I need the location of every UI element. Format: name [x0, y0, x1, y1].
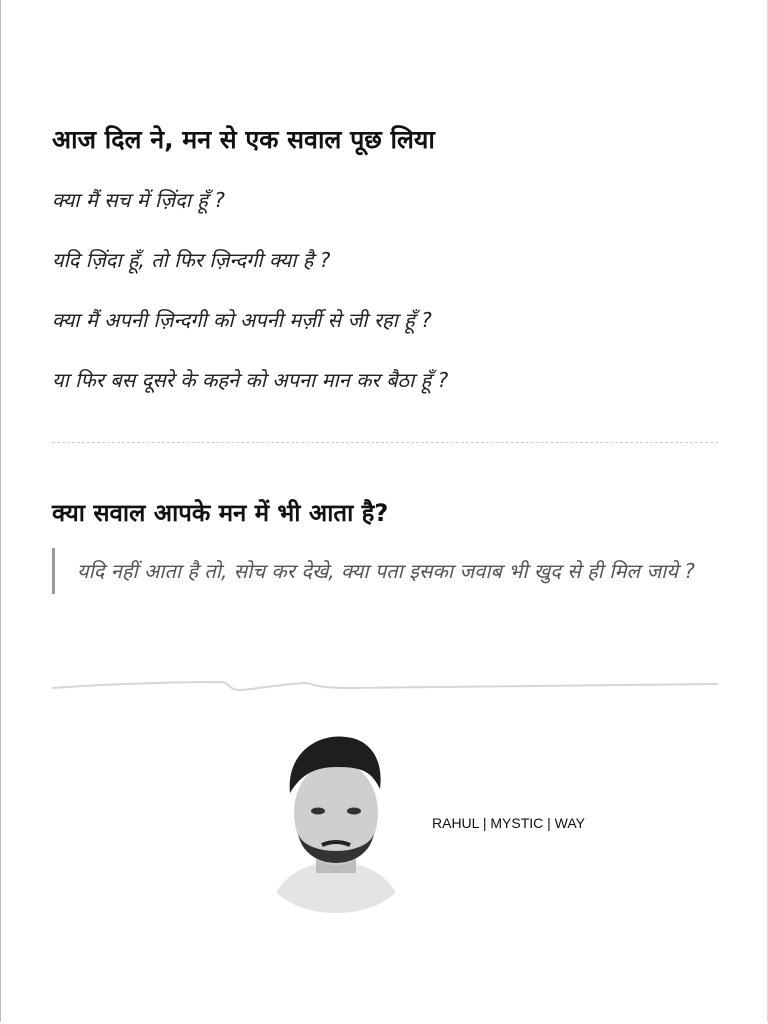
question-line: यदि ज़िंदा हूँ, तो फिर ज़िन्दगी क्या है ?	[52, 248, 331, 272]
wavy-divider	[52, 676, 720, 696]
author-name: RAHUL | MYSTIC | WAY	[432, 815, 585, 831]
question-line: क्या मैं सच में ज़िंदा हूँ ?	[52, 188, 225, 212]
sub-heading: क्या सवाल आपके मन में भी आता है?	[52, 499, 389, 527]
question-line: क्या मैं अपनी ज़िन्दगी को अपनी मर्ज़ी से जी रहा हूँ ?	[52, 308, 432, 332]
author-avatar	[268, 733, 404, 913]
question-line: या फिर बस दूसरे के कहने को अपना मान कर बैठा हूँ ?	[52, 368, 449, 392]
main-heading: आज दिल ने, मन से एक सवाल पूछ लिया	[52, 125, 435, 154]
dashed-divider	[52, 442, 718, 443]
blockquote: यदि नहीं आता है तो, सोच कर देखे, क्या पता इसका जवाब भी खुद से ही मिल जाये ?	[52, 548, 743, 594]
